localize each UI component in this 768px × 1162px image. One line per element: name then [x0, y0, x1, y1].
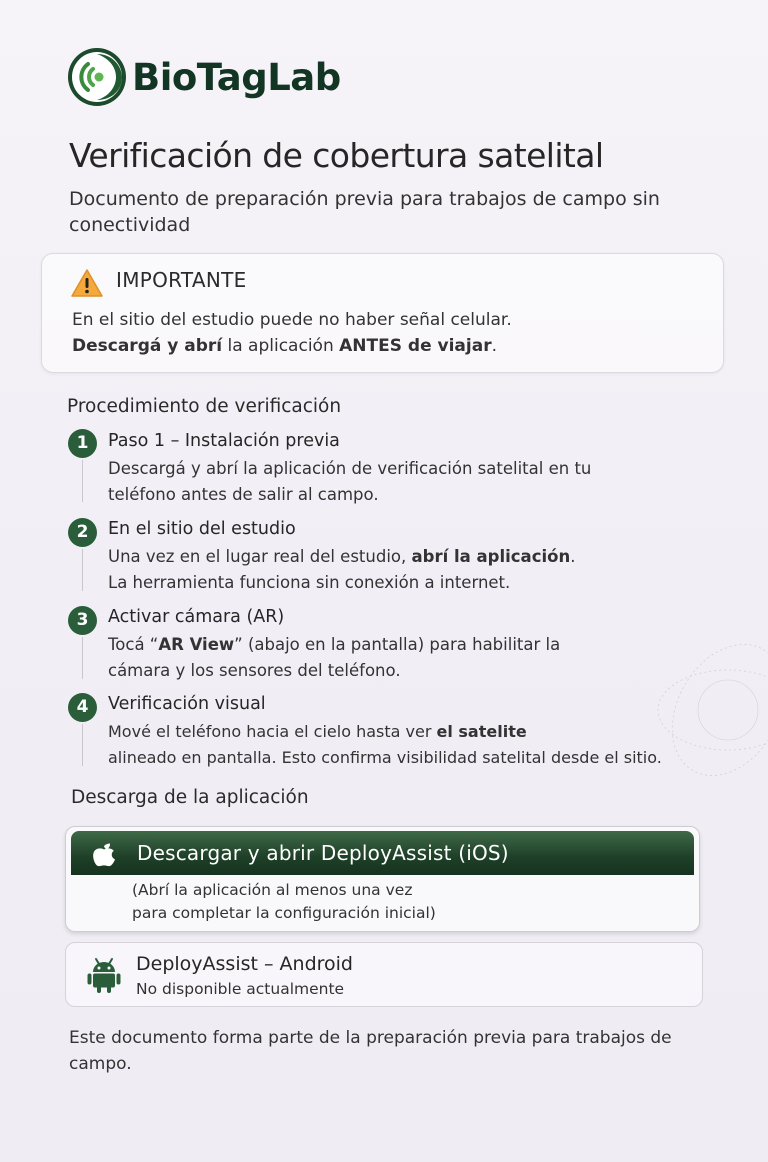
apple-icon — [89, 837, 119, 869]
brand-logo — [66, 46, 341, 108]
step-number: 3 — [68, 606, 97, 635]
footer-text: Este documento forma parte de la preparación previa para trabajos de campo. — [69, 1028, 672, 1074]
step-number: 1 — [68, 429, 97, 458]
ios-download-label: Descargar y abrir DeployAssist (iOS) — [137, 841, 509, 865]
ios-download-note: (Abrí la aplicación al menos una vez para completar la configuración inicial) — [132, 881, 436, 922]
alert-instruction: Descargá y abrí la aplicación ANTES de viajar. — [72, 336, 497, 356]
android-download-card — [65, 942, 703, 1007]
ios-download-button[interactable] — [71, 831, 694, 875]
page-subtitle: Documento de preparación previa para trabajos de campo sin conectividad — [69, 188, 660, 236]
android-status: No disponible actualmente — [136, 980, 345, 998]
step-number: 4 — [68, 693, 97, 722]
step-text: Mové el teléfono hacia el cielo hasta ver el satelite alineado en pantalla. Esto confirma visibilidad satelital desde el sitio. — [108, 722, 662, 767]
warning-icon — [70, 268, 104, 298]
step-connector — [82, 460, 83, 502]
signal-leaf-icon — [66, 46, 128, 108]
decorative-orbit-lines — [598, 600, 768, 800]
step-connector — [82, 549, 83, 591]
step-connector — [82, 637, 83, 679]
step-text: Una vez en el lugar real del estudio, abrí la aplicación. La herramienta funciona sin conexión a internet. — [108, 547, 576, 592]
page-title: Verificación de cobertura satelital — [69, 136, 604, 175]
alert-text: En el sitio del estudio puede no haber señal celular. — [72, 310, 512, 330]
step-connector — [82, 724, 83, 766]
important-alert — [41, 253, 724, 373]
step-title: Paso 1 – Instalación previa — [108, 431, 340, 451]
step-number: 2 — [68, 518, 97, 547]
step-title: Activar cámara (AR) — [108, 607, 285, 627]
step-title: En el sitio del estudio — [108, 519, 296, 539]
ios-download-card — [65, 826, 700, 932]
brand-name: BioTagLab — [132, 55, 341, 99]
step-text: Descargá y abrí la aplicación de verificación satelital en tu teléfono antes de salir al campo. — [108, 459, 592, 504]
download-heading: Descarga de la aplicación — [71, 787, 309, 808]
android-icon — [84, 955, 124, 995]
step-title: Verificación visual — [108, 694, 266, 714]
procedure-heading: Procedimiento de verificación — [67, 396, 342, 417]
android-app-title: DeployAssist – Android — [136, 953, 353, 975]
step-text: Tocá “AR View” (abajo en la pantalla) para habilitar la cámara y los sensores del teléfono. — [108, 635, 561, 680]
alert-title: IMPORTANTE — [116, 268, 247, 292]
